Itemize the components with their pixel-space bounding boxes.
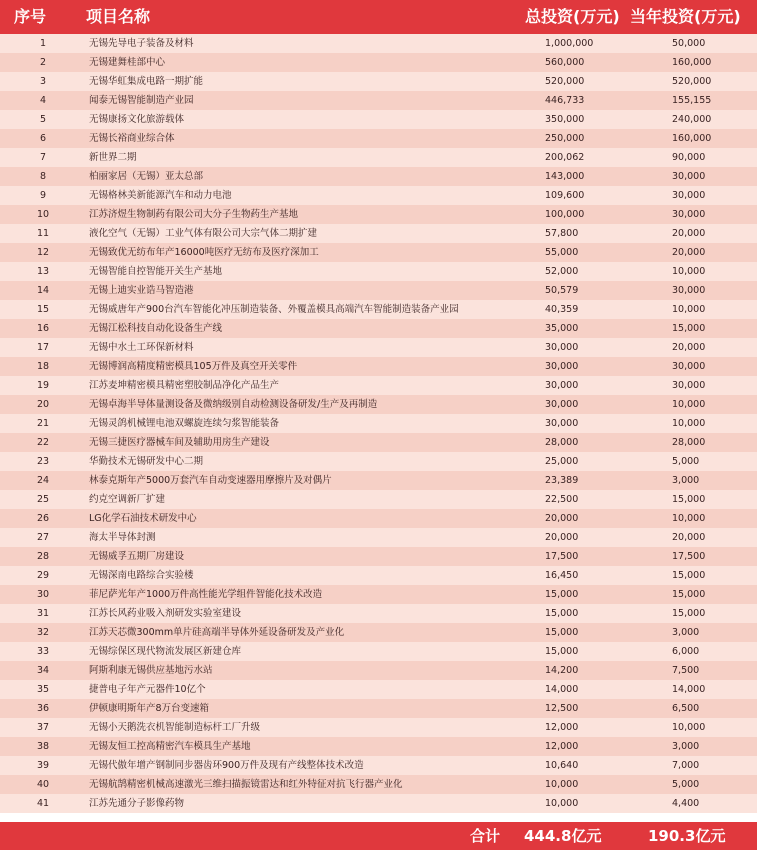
header-no: 序号 <box>14 7 47 26</box>
row-project-name: 无锡小天鹅洗衣机智能制造标杆工厂升级 <box>89 722 261 733</box>
table-header <box>0 0 757 34</box>
row-total-investment: 143,000 <box>545 171 585 182</box>
row-project-name: 新世界二期 <box>89 152 137 163</box>
row-project-name: 液化空气（无锡）工业气体有限公司大宗气体二期扩建 <box>89 228 318 239</box>
row-total-investment: 15,000 <box>545 627 579 638</box>
row-annual-investment: 6,500 <box>672 703 700 714</box>
row-number: 10 <box>36 209 50 220</box>
row-project-name: 无锡友恒工控高精密汽车模具生产基地 <box>89 741 251 752</box>
row-total-investment: 16,450 <box>545 570 579 581</box>
row-annual-investment: 240,000 <box>672 114 712 125</box>
row-number: 23 <box>36 456 50 467</box>
table-footer <box>0 822 757 850</box>
row-project-name: 约克空调新厂扩建 <box>89 494 166 505</box>
row-annual-investment: 30,000 <box>672 361 706 372</box>
row-project-name: 江苏济煜生物制药有限公司大分子生物药生产基地 <box>89 209 299 220</box>
row-total-investment: 12,000 <box>545 741 579 752</box>
row-annual-investment: 20,000 <box>672 342 706 353</box>
row-project-name: 无锡上迪实业诰马智造港 <box>89 285 194 296</box>
row-number: 36 <box>36 703 50 714</box>
row-number: 5 <box>39 114 47 125</box>
row-project-name: 无锡致优无纺布年产16000吨医疗无纺布及医疗深加工 <box>89 247 319 258</box>
table-row <box>0 509 757 528</box>
row-project-name: 无锡华虹集成电路一期扩能 <box>89 76 204 87</box>
table-row <box>0 243 757 262</box>
footer-label: 合计 <box>470 827 501 845</box>
row-number: 18 <box>36 361 50 372</box>
table-row <box>0 433 757 452</box>
row-total-investment: 30,000 <box>545 399 579 410</box>
row-total-investment: 15,000 <box>545 589 579 600</box>
row-total-investment: 350,000 <box>545 114 585 125</box>
row-number: 34 <box>36 665 50 676</box>
row-annual-investment: 30,000 <box>672 190 706 201</box>
row-project-name: 林泰克斯年产5000万套汽车自动变速器用摩擦片及对偶片 <box>89 475 332 486</box>
row-total-investment: 15,000 <box>545 608 579 619</box>
row-annual-investment: 20,000 <box>672 228 706 239</box>
row-number: 2 <box>39 57 47 68</box>
row-total-investment: 12,000 <box>545 722 579 733</box>
row-number: 3 <box>39 76 47 87</box>
row-total-investment: 55,000 <box>545 247 579 258</box>
table-row <box>0 414 757 433</box>
row-annual-investment: 10,000 <box>672 418 706 429</box>
row-annual-investment: 30,000 <box>672 380 706 391</box>
table-row <box>0 585 757 604</box>
row-project-name: 无锡灵鸽机械锂电池双螺旋连续匀浆智能装备 <box>89 418 280 429</box>
row-total-investment: 20,000 <box>545 513 579 524</box>
row-total-investment: 57,800 <box>545 228 579 239</box>
row-project-name: 无锡江松科技自动化设备生产线 <box>89 323 223 334</box>
row-number: 41 <box>36 798 50 809</box>
row-annual-investment: 30,000 <box>672 285 706 296</box>
row-number: 28 <box>36 551 50 562</box>
row-project-name: 无锡威孚五期厂房建设 <box>89 551 185 562</box>
table-row <box>0 566 757 585</box>
row-project-name: 无锡长裕商业综合体 <box>89 133 175 144</box>
row-annual-investment: 4,400 <box>672 798 700 809</box>
table-row <box>0 756 757 775</box>
row-number: 37 <box>36 722 50 733</box>
table-row <box>0 224 757 243</box>
row-number: 16 <box>36 323 50 334</box>
row-project-name: 无锡深南电路综合实验楼 <box>89 570 194 581</box>
row-total-investment: 28,000 <box>545 437 579 448</box>
table-row <box>0 186 757 205</box>
row-annual-investment: 10,000 <box>672 304 706 315</box>
row-total-investment: 520,000 <box>545 76 585 87</box>
row-total-investment: 14,200 <box>545 665 579 676</box>
row-number: 27 <box>36 532 50 543</box>
row-annual-investment: 10,000 <box>672 266 706 277</box>
row-annual-investment: 3,000 <box>672 741 700 752</box>
row-annual-investment: 7,500 <box>672 665 700 676</box>
table-row <box>0 718 757 737</box>
row-total-investment: 10,640 <box>545 760 579 771</box>
row-project-name: 无锡先导电子装备及材料 <box>89 38 194 49</box>
row-annual-investment: 30,000 <box>672 171 706 182</box>
row-project-name: 无锡威唐年产900台汽车智能化冲压制造装备、外覆盖模具高端汽车智能制造装备产业园 <box>89 304 459 315</box>
row-total-investment: 50,579 <box>545 285 579 296</box>
row-project-name: LG化学石油技术研发中心 <box>89 513 197 524</box>
row-total-investment: 30,000 <box>545 418 579 429</box>
row-total-investment: 35,000 <box>545 323 579 334</box>
row-number: 33 <box>36 646 50 657</box>
row-number: 39 <box>36 760 50 771</box>
table-row <box>0 281 757 300</box>
row-annual-investment: 6,000 <box>672 646 700 657</box>
table-row <box>0 452 757 471</box>
row-annual-investment: 28,000 <box>672 437 706 448</box>
row-total-investment: 10,000 <box>545 798 579 809</box>
header-year: 当年投资(万元) <box>630 7 741 26</box>
row-number: 25 <box>36 494 50 505</box>
row-annual-investment: 14,000 <box>672 684 706 695</box>
row-number: 13 <box>36 266 50 277</box>
row-annual-investment: 520,000 <box>672 76 712 87</box>
row-project-name: 江苏长风药业吸入剂研发实验室建设 <box>89 608 242 619</box>
row-number: 11 <box>36 228 50 239</box>
row-annual-investment: 10,000 <box>672 513 706 524</box>
table-row <box>0 148 757 167</box>
table-row <box>0 680 757 699</box>
row-total-investment: 12,500 <box>545 703 579 714</box>
row-project-name: 无锡代傲年增产钢制同步器齿环900万件及现有产线整体技术改造 <box>89 760 364 771</box>
row-total-investment: 100,000 <box>545 209 585 220</box>
row-project-name: 无锡中水土工环保新材料 <box>89 342 194 353</box>
table-body <box>0 34 757 813</box>
table-row <box>0 34 757 53</box>
row-project-name: 无锡建舞桂部中心 <box>89 57 166 68</box>
row-number: 9 <box>39 190 47 201</box>
table-row <box>0 53 757 72</box>
row-project-name: 无锡综保区现代物流发展区新建仓库 <box>89 646 242 657</box>
row-number: 19 <box>36 380 50 391</box>
table-row <box>0 319 757 338</box>
row-annual-investment: 17,500 <box>672 551 706 562</box>
row-number: 12 <box>36 247 50 258</box>
table-row <box>0 661 757 680</box>
row-total-investment: 14,000 <box>545 684 579 695</box>
row-number: 26 <box>36 513 50 524</box>
table-row <box>0 357 757 376</box>
table-row <box>0 642 757 661</box>
row-project-name: 江苏天芯微300mm单片硅高端半导体外延设备研发及产业化 <box>89 627 345 638</box>
table-row <box>0 91 757 110</box>
table-row <box>0 490 757 509</box>
row-number: 29 <box>36 570 50 581</box>
row-project-name: 闻泰无锡智能制造产业园 <box>89 95 194 106</box>
row-number: 17 <box>36 342 50 353</box>
row-annual-investment: 20,000 <box>672 247 706 258</box>
row-number: 7 <box>39 152 47 163</box>
row-project-name: 柏丽家居（无锡）亚太总部 <box>89 171 204 182</box>
footer-total: 444.8亿元 <box>524 827 602 845</box>
row-project-name: 无锡三捷医疗器械车间及辅助用房生产建设 <box>89 437 270 448</box>
row-number: 8 <box>39 171 47 182</box>
row-number: 32 <box>36 627 50 638</box>
row-total-investment: 10,000 <box>545 779 579 790</box>
table-row <box>0 72 757 91</box>
row-annual-investment: 155,155 <box>672 95 712 106</box>
table-row <box>0 775 757 794</box>
row-project-name: 无锡卓海半导体量测设备及微纳级别自动检测设备研发/生产及再制造 <box>89 399 378 410</box>
row-number: 4 <box>39 95 47 106</box>
row-number: 22 <box>36 437 50 448</box>
row-annual-investment: 5,000 <box>672 779 700 790</box>
row-number: 6 <box>39 133 47 144</box>
row-total-investment: 30,000 <box>545 361 579 372</box>
table-row <box>0 110 757 129</box>
row-annual-investment: 3,000 <box>672 475 700 486</box>
row-project-name: 无锡智能自控智能开关生产基地 <box>89 266 223 277</box>
row-number: 40 <box>36 779 50 790</box>
row-total-investment: 446,733 <box>545 95 585 106</box>
row-number: 20 <box>36 399 50 410</box>
table-row <box>0 167 757 186</box>
header-total: 总投资(万元) <box>525 7 620 26</box>
row-total-investment: 23,389 <box>545 475 579 486</box>
row-annual-investment: 30,000 <box>672 209 706 220</box>
row-annual-investment: 7,000 <box>672 760 700 771</box>
row-annual-investment: 15,000 <box>672 589 706 600</box>
table-row <box>0 528 757 547</box>
row-total-investment: 250,000 <box>545 133 585 144</box>
row-annual-investment: 15,000 <box>672 570 706 581</box>
row-annual-investment: 10,000 <box>672 399 706 410</box>
row-total-investment: 20,000 <box>545 532 579 543</box>
table-row <box>0 129 757 148</box>
row-total-investment: 52,000 <box>545 266 579 277</box>
row-number: 1 <box>39 38 47 49</box>
row-annual-investment: 15,000 <box>672 494 706 505</box>
row-annual-investment: 10,000 <box>672 722 706 733</box>
row-total-investment: 200,062 <box>545 152 585 163</box>
row-total-investment: 1,000,000 <box>545 38 594 49</box>
table-row <box>0 376 757 395</box>
row-number: 21 <box>36 418 50 429</box>
header-name: 项目名称 <box>86 7 151 26</box>
row-number: 38 <box>36 741 50 752</box>
table-row <box>0 794 757 813</box>
table-row <box>0 262 757 281</box>
row-annual-investment: 160,000 <box>672 57 712 68</box>
row-project-name: 无锡博润高精度精密模具105万件及真空开关零件 <box>89 361 298 372</box>
row-project-name: 伊顿康明斯年产8万台变速箱 <box>89 703 210 714</box>
table-row <box>0 604 757 623</box>
row-project-name: 海太半导体封测 <box>89 532 156 543</box>
footer-year: 190.3亿元 <box>648 827 726 845</box>
row-total-investment: 17,500 <box>545 551 579 562</box>
row-number: 14 <box>36 285 50 296</box>
table-row <box>0 699 757 718</box>
row-number: 31 <box>36 608 50 619</box>
table-row <box>0 338 757 357</box>
row-annual-investment: 5,000 <box>672 456 700 467</box>
row-total-investment: 40,359 <box>545 304 579 315</box>
row-project-name: 江苏麦坤精密模具精密塑胶制品净化产品生产 <box>89 380 280 391</box>
row-project-name: 无锡格林美新能源汽车和动力电池 <box>89 190 232 201</box>
row-project-name: 阿斯利康无锡供应基地污水站 <box>89 665 213 676</box>
row-annual-investment: 20,000 <box>672 532 706 543</box>
row-annual-investment: 90,000 <box>672 152 706 163</box>
table-row <box>0 300 757 319</box>
row-project-name: 无锡航鹄精密机械高速激光三维扫描振镜雷达和红外特征对抗飞行器产业化 <box>89 779 403 790</box>
row-number: 30 <box>36 589 50 600</box>
row-total-investment: 560,000 <box>545 57 585 68</box>
table-row <box>0 205 757 224</box>
row-project-name: 江苏先通分子影像药物 <box>89 798 185 809</box>
row-annual-investment: 50,000 <box>672 38 706 49</box>
row-annual-investment: 3,000 <box>672 627 700 638</box>
table-row <box>0 471 757 490</box>
row-total-investment: 15,000 <box>545 646 579 657</box>
row-total-investment: 22,500 <box>545 494 579 505</box>
row-project-name: 捷普电子年产元器件10亿个 <box>89 684 206 695</box>
row-project-name: 无锡康扬文化旅游载体 <box>89 114 185 125</box>
row-number: 24 <box>36 475 50 486</box>
row-annual-investment: 15,000 <box>672 608 706 619</box>
row-annual-investment: 15,000 <box>672 323 706 334</box>
row-project-name: 菲尼萨光年产1000万件高性能光学组件智能化技术改造 <box>89 589 323 600</box>
row-total-investment: 30,000 <box>545 342 579 353</box>
row-total-investment: 109,600 <box>545 190 585 201</box>
table-row <box>0 547 757 566</box>
row-number: 15 <box>36 304 50 315</box>
row-total-investment: 25,000 <box>545 456 579 467</box>
table-row <box>0 737 757 756</box>
table-row <box>0 623 757 642</box>
table-row <box>0 395 757 414</box>
row-project-name: 华勤技术无锡研发中心二期 <box>89 456 204 467</box>
row-annual-investment: 160,000 <box>672 133 712 144</box>
row-total-investment: 30,000 <box>545 380 579 391</box>
row-number: 35 <box>36 684 50 695</box>
